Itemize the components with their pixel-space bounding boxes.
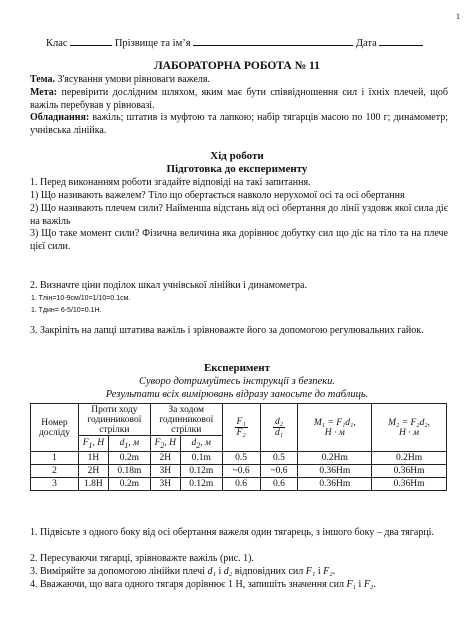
table-cell: 0.36Hm [298,465,372,478]
item-2: 2. Визначте ціни поділок шкал учнівської лінійки і динамометра. [30,280,307,291]
step-1: 1. Підвісьте з одного боку від осі обертання важеля один тягарець, з іншого боку – два тягарці. [30,527,434,538]
table-cell: 0.18m [108,465,150,478]
prep-heading: Підготовка до експерименту [166,163,308,175]
header-arm-ratio [260,404,298,452]
table-cell: 0.2Hm [372,452,447,465]
table-cell: 0.5 [222,452,260,465]
force-1-vector: F₁ [305,566,316,577]
table-row [31,465,447,478]
page-number: 1 [456,12,460,21]
force-2-vector: F₂ [323,566,333,577]
prep-item-2: 1) Що називають важелем? Тіло що обертається навколо нерухомої осі та осі обертання [30,190,405,201]
goal-paragraph [30,87,448,112]
topic-label: Тема. [30,74,55,85]
name-blank [193,36,353,46]
date-blank [379,36,423,46]
table-cell: 3Н [150,478,180,491]
moment-2-unit: Н · м [399,427,420,438]
table-cell: 2Н [150,452,180,465]
moment-2-formula: M₂ = F₂d₂, [388,417,431,428]
table-cell: 0.5 [260,452,298,465]
table-cell: 0.6 [260,478,298,491]
table-cell: ~0.6 [260,465,298,478]
header-experiment-number: Номер досліду [31,404,79,452]
table-cell: 0.1m [180,452,222,465]
name-label: Прізвище та ім’я [114,38,191,49]
table-cell: 2Н [78,465,108,478]
table-cell: 0.6 [222,478,260,491]
date-label: Дата [355,38,377,49]
experiment-heading: Експеримент [203,362,271,374]
item-3: 3. Закріпіть на лапці штатива важіль і зрівноважте його за допомогою регулювальних гайок. [30,325,424,336]
header-F2: $F_2$, Н [150,436,180,452]
table-cell: 0.36Hm [298,478,372,491]
prep-item-1: 1. Перед виконанням роботи згадайте відповіді на такі запитання. [30,177,311,188]
header-d2: $d_2$, м [180,436,222,452]
table-row [31,478,447,491]
table-row [31,452,447,465]
table-cell: 0.36Hm [372,478,447,491]
goal-text: перевірити дослідним шляхом, яким має бути співвідношення сил і їхніх плечей, щоб важіль перебував у рівновазі. [30,87,448,111]
prep-item-3: 2) Що називають плечем сили? Найменша відстань від осі обертання до лінії уздовж якої сила діє на важіль [30,203,448,227]
results-table [30,403,447,491]
header-clockwise: За ходом годинникової стрілки [150,404,222,436]
arm-ratio-numerator: d₂ [274,417,284,427]
header-force-ratio [222,404,260,452]
topic-text: З'ясування умови рівноваги важеля. [54,74,210,85]
force-ratio-numerator: F₁ [236,417,246,427]
class-label: Клас [46,38,68,49]
table-cell: 3Н [150,465,180,478]
step-3: 3. Виміряйте за допомогою лінійки плечі d₁ і d₂ відповідних сил F₁ і F₂. [30,566,336,577]
header-moment-2 [372,404,447,452]
table-cell: 0.2m [108,452,150,465]
arm-ratio-denominator: d₁ [274,428,284,438]
topic-line [30,74,448,87]
results-note: Результати всіх вимірювань відразу заносьте до таблиць. [105,389,369,400]
table-cell: 1.8Н [78,478,108,491]
moment-1-unit: Н · м [324,427,345,438]
step-2: 2. Пересуваючи тягарці, зрівноважте важіль (рис. 1). [30,553,254,564]
equipment-text: важіль; штатив із муфтою та лапкою; набір тягарців масою по 100 г; динамометр; учнівська лінійка. [30,112,448,136]
item-2-answer-1: 1. Tлін=10-9см/10=1/10=0.1см. [31,295,131,302]
table-cell: 3 [31,478,79,491]
header-moment-1 [298,404,372,452]
class-blank [70,36,112,46]
safety-note: Суворо дотримуйтесь інструкції з безпеки. [139,376,335,387]
table-cell: 1Н [78,452,108,465]
equipment-label: Обладнання: [30,112,90,123]
student-header [46,36,423,49]
header-d1: $d_1$, м [108,436,150,452]
equipment-paragraph [30,112,448,137]
item-2-answer-2: 1. Tдин= 6-5/10=0.1Н. [31,307,102,314]
table-cell: 1 [31,452,79,465]
header-F1: $F_1$, Н [78,436,108,452]
goal-label: Мета: [30,87,58,98]
page-title: ЛАБОРАТОРНА РОБОТА № 11 [154,60,320,72]
table-cell: 2 [31,465,79,478]
table-cell: 0.36Hm [372,465,447,478]
table-cell: 0.12m [180,478,222,491]
table-cell: 0.2m [108,478,150,491]
prep-item-4: 3) Що таке момент сили? Фізична величина яка дорівнює добутку сил що діє на тіло та на плече цієї сили. [30,228,448,252]
table-cell: 0.2Hm [298,452,372,465]
moment-1-formula: M₁ = F₁d₁, [313,417,356,428]
table-cell: 0.12m [180,465,222,478]
procedure-heading: Хід роботи [210,150,264,162]
table-cell: ~0.6 [222,465,260,478]
step-4: 4. Вважаючи, що вага одного тягаря дорівнює 1 Н, запишіть значення сил F₁ і F₂. [30,579,376,590]
force-ratio-denominator: F₂ [236,428,246,438]
header-counterclockwise: Проти ходу годинникової стрілки [78,404,150,436]
